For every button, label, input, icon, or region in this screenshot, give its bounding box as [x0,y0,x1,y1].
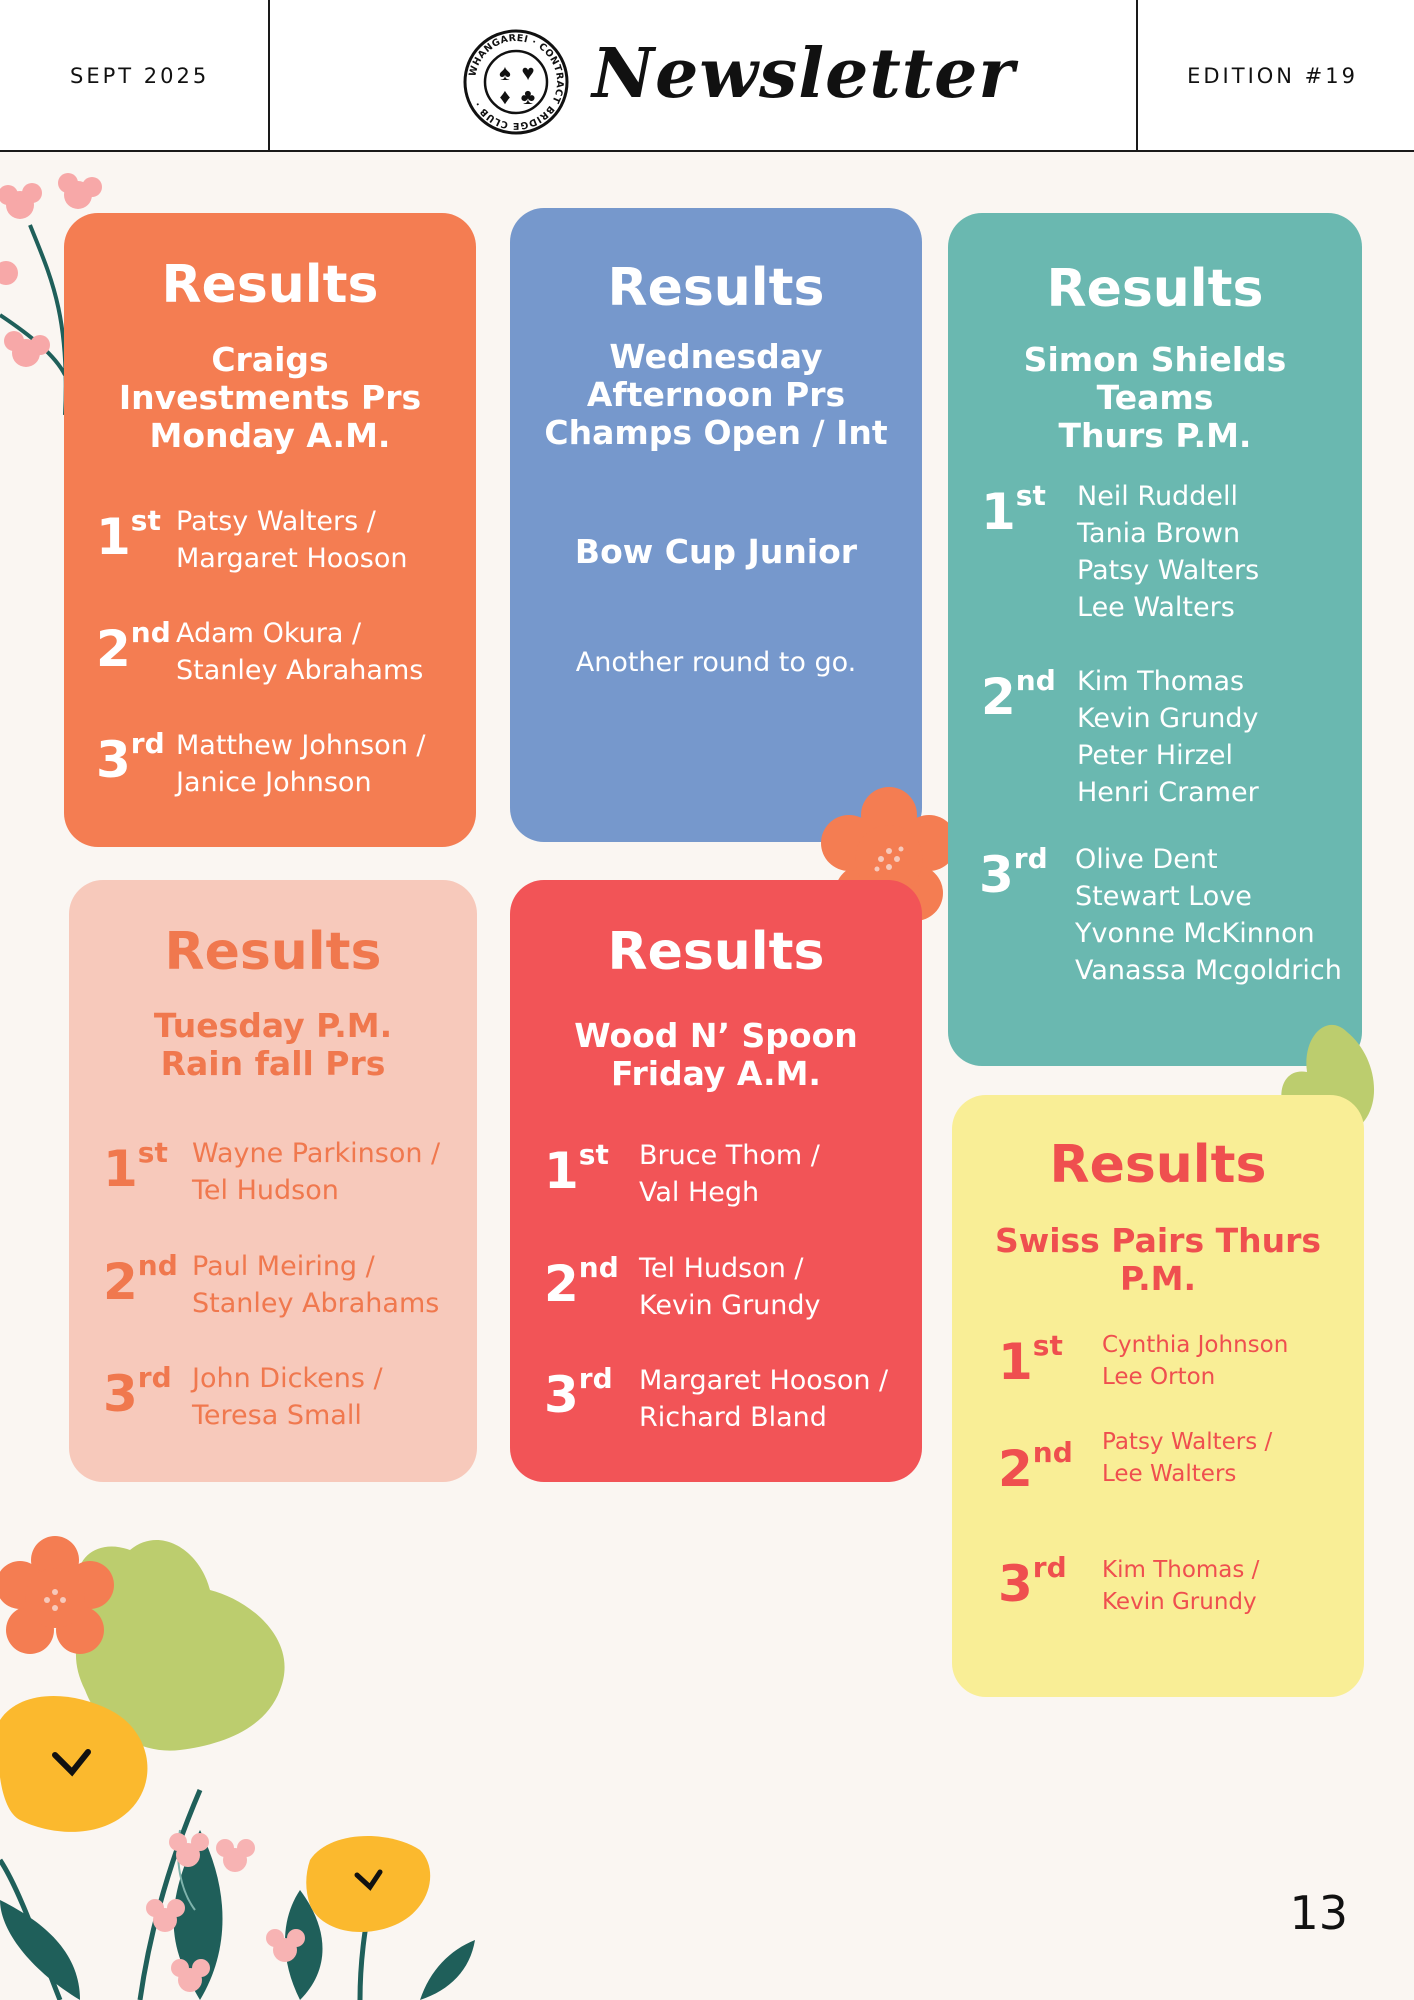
player-name: Margaret Hooson [176,543,408,574]
subtitle-line: Wood N’ Spoon [574,1016,858,1055]
player-name: Lee Walters [1102,1461,1237,1487]
svg-text:♣: ♣ [520,84,536,109]
card-subtitle [962,1222,1354,1298]
header-divider-right [1136,0,1138,150]
player-name: Lee Orton [1102,1364,1216,1390]
svg-text:WHANGAREI · CONTRACT BRIDGE CL: WHANGAREI · CONTRACT BRIDGE CLUB · [467,32,566,132]
first-place-names [192,1135,440,1209]
player-name: Kim Thomas / [1102,1557,1260,1583]
first-place-names [639,1137,820,1211]
place-third: 3rd [103,1361,172,1423]
subtitle-line: Friday A.M. [611,1054,821,1093]
subtitle-line: Craigs [211,340,329,379]
results-card-swiss-pairs [952,1095,1364,1697]
svg-text:♥: ♥ [521,60,535,85]
subtitle-line: Simon Shields [1023,340,1287,379]
results-card-craigs [64,213,476,847]
player-name: Tel Hudson [192,1175,339,1206]
player-name: Kevin Grundy [639,1290,821,1321]
player-name: Stewart Love [1075,881,1252,912]
player-name: Patsy Walters / [1102,1429,1273,1455]
subtitle-line: Afternoon Prs [586,375,846,414]
player-name: Tel Hudson / [639,1253,804,1284]
second-place-names [1077,663,1259,811]
second-place-names [192,1248,439,1322]
card-subtitle [74,341,466,455]
player-name: Neil Ruddell [1077,481,1238,512]
subtitle-line: Monday A.M. [149,416,391,455]
player-name: Adam Okura / [176,618,362,649]
player-name: Matthew Johnson / [176,730,426,761]
first-place-names [1077,478,1259,626]
results-card-tuesday [69,880,477,1482]
player-name: Henri Cramer [1077,777,1259,808]
subtitle-line: Teams [1096,378,1214,417]
second-place-names [1102,1426,1272,1490]
player-name: Vanassa Mcgoldrich [1075,955,1342,986]
player-name: John Dickens / [192,1363,383,1394]
player-name: Stanley Abrahams [176,655,424,686]
bottom-left-flowers-decoration [0,1530,480,2000]
results-card-simon-shields [948,213,1362,1066]
subtitle-line: Champs Open / Int [544,413,888,452]
player-name: Janice Johnson [176,767,372,798]
card-subtitle [79,1007,467,1083]
place-third: 3rd [979,842,1048,904]
card-heading: Results [607,922,825,982]
card-heading: Results [1046,259,1264,319]
third-place-names [1102,1554,1259,1618]
subtitle-line: Swiss Pairs Thurs [994,1221,1322,1260]
place-second: 2nd [998,1436,1073,1498]
svg-text:♦: ♦ [499,84,511,109]
club-logo [462,28,570,136]
player-name: Margaret Hooson / [639,1365,889,1396]
place-second: 2nd [981,664,1056,726]
first-place-names [1102,1329,1288,1393]
card-heading: Results [1049,1135,1267,1195]
player-name: Tania Brown [1077,518,1241,549]
place-third: 3rd [544,1362,613,1424]
player-name: Kevin Grundy [1102,1589,1257,1615]
newsletter-header [0,0,1414,152]
third-place-names [1075,841,1342,989]
player-name: Yvonne McKinnon [1075,918,1315,949]
player-name: Val Hegh [639,1177,760,1208]
edition-number: EDITION #19 [1187,64,1358,88]
player-name: Stanley Abrahams [192,1288,440,1319]
player-name: Patsy Walters / [176,506,376,537]
results-card-wood-n-spoon [510,880,922,1482]
place-second: 2nd [103,1249,178,1311]
place-first: 1st [96,504,161,566]
issue-date: SEPT 2025 [70,64,210,88]
card-heading: Results [607,258,825,318]
subtitle-line: Investments Prs [118,378,422,417]
newsletter-title: Newsletter [592,34,1016,114]
player-name: Peter Hirzel [1077,740,1234,771]
header-divider-left [268,0,270,150]
subtitle-line: Tuesday P.M. [153,1006,393,1045]
third-place-names [176,727,426,801]
player-name: Cynthia Johnson [1102,1332,1289,1358]
place-first: 1st [998,1329,1063,1391]
card-subtitle [520,1017,912,1093]
second-place-names [176,615,423,689]
subtitle-line: Wednesday [609,337,823,376]
results-card-wednesday [510,208,922,842]
player-name: Kim Thomas [1077,666,1245,697]
place-second: 2nd [96,616,171,678]
subtitle-line: Thurs P.M. [1058,416,1252,455]
player-name: Richard Bland [639,1402,827,1433]
player-name: Patsy Walters [1077,555,1260,586]
player-name: Bruce Thom / [639,1140,820,1171]
subtitle-line: Rain fall Prs [160,1044,386,1083]
place-second: 2nd [544,1251,619,1313]
card-subtitle [520,338,912,452]
card-heading: Results [164,922,382,982]
place-first: 1st [103,1136,168,1198]
place-third: 3rd [998,1551,1067,1613]
page-number: 13 [1289,1886,1348,1940]
bow-cup-label: Bow Cup Junior [574,532,858,571]
round-note: Another round to go. [575,647,857,678]
place-first: 1st [544,1138,609,1200]
player-name: Wayne Parkinson / [192,1138,441,1169]
player-name: Kevin Grundy [1077,703,1259,734]
player-name: Lee Walters [1077,592,1235,623]
subtitle-line: P.M. [1119,1259,1197,1298]
svg-text:♠: ♠ [499,60,511,85]
player-name: Paul Meiring / [192,1251,375,1282]
player-name: Olive Dent [1075,844,1218,875]
place-third: 3rd [96,727,165,789]
second-place-names [639,1250,821,1324]
card-subtitle [958,341,1352,455]
player-name: Teresa Small [192,1400,362,1431]
place-first: 1st [981,479,1046,541]
third-place-names [639,1362,888,1436]
first-place-names [176,503,407,577]
third-place-names [192,1360,383,1434]
card-heading: Results [161,255,379,315]
